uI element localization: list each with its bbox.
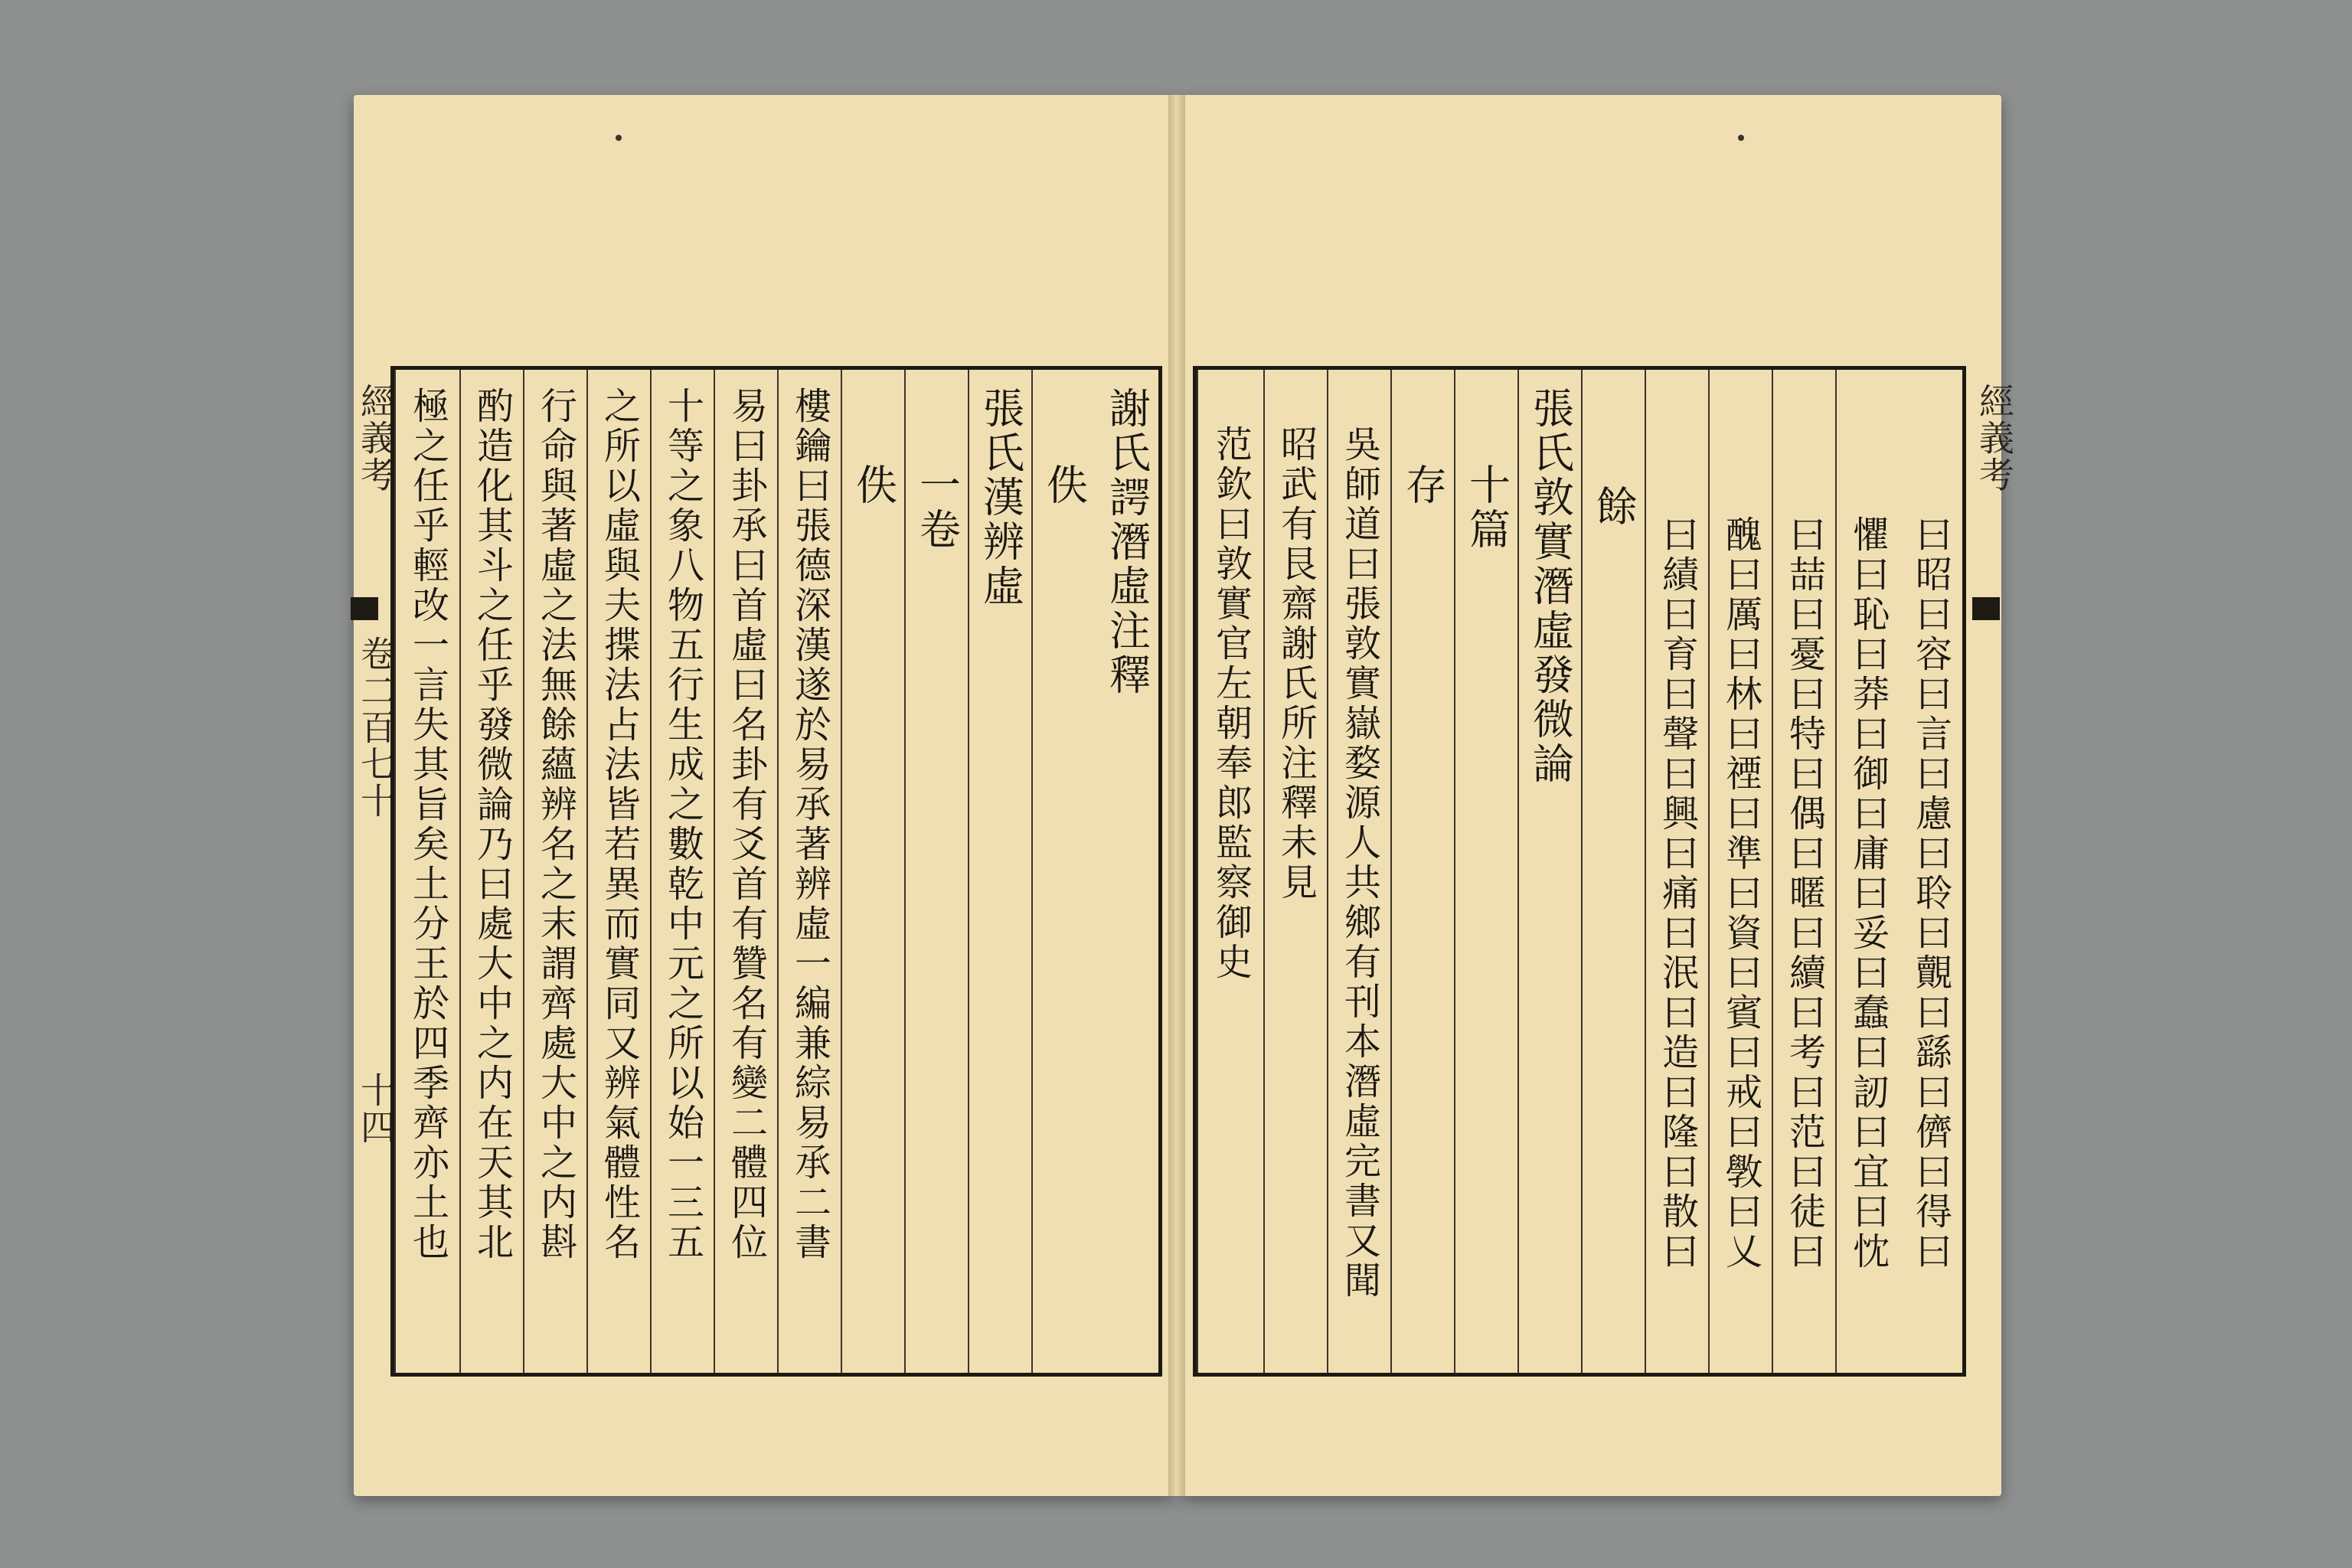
text-column [1708, 370, 1772, 1373]
fish-tail-mark [1972, 597, 2000, 620]
column-text: 十等之象八物五行生成之數乾中元之所以始一三五 [661, 387, 704, 1263]
text-column [1835, 370, 1899, 1373]
column-text: 昭武有艮齋謝氏所注釋未見 [1274, 425, 1318, 903]
column-text: 佚 [849, 463, 898, 508]
text-column [1645, 370, 1708, 1373]
text-column [968, 370, 1031, 1373]
text-column [1095, 370, 1158, 1373]
column-text: 醜曰厲曰林曰禋曰準曰資曰賓曰戒曰斆曰乂 [1719, 515, 1762, 1272]
column-text: 張氏漢辨虛 [976, 387, 1025, 609]
wormhole-dot [1738, 135, 1744, 141]
text-column [777, 370, 841, 1373]
text-column [1899, 370, 1962, 1373]
fish-tail-mark [351, 597, 378, 620]
text-column [394, 370, 459, 1373]
book-gutter [1168, 95, 1185, 1496]
right-margin-title: 經義考 [1974, 383, 2015, 493]
text-column [459, 370, 523, 1373]
column-text: 佚 [1040, 463, 1089, 508]
text-column [1517, 370, 1581, 1373]
text-column [586, 370, 650, 1373]
left-margin-title: 經義考 [355, 383, 397, 493]
column-text: 酌造化其斗之任乎發微論乃曰處大中之内在天其北 [470, 387, 514, 1263]
column-text: 懼曰恥曰莽曰御曰庸曰妥曰蠢曰訒曰宜曰忱 [1846, 515, 1890, 1272]
left-margin-volume: 卷二百七十 [355, 635, 397, 819]
column-text: 謝氏諤潛虛注釋 [1102, 387, 1152, 697]
text-column [1390, 370, 1454, 1373]
text-column [1772, 370, 1835, 1373]
column-text: 存 [1399, 463, 1448, 508]
text-column [1197, 370, 1263, 1373]
left-margin-page: 十四 [355, 1072, 397, 1145]
column-text: 吳師道曰張敦實嶽婺源人共鄉有刊本潛虛完書又聞 [1338, 425, 1381, 1301]
text-column [1454, 370, 1517, 1373]
text-column [714, 370, 777, 1373]
column-text: 張氏敦實潛虛發微論 [1526, 387, 1575, 786]
text-column [904, 370, 968, 1373]
text-column [841, 370, 904, 1373]
column-text: 之所以虛與夫揲法占法皆若異而實同又辨氣體性名 [597, 387, 641, 1263]
column-text: 曰昭曰容曰言曰慮曰聆曰覿曰繇曰儕曰得曰 [1909, 515, 1952, 1272]
column-text: 極之任乎輕改一言失其旨矣土分王於四季齊亦土也 [406, 387, 449, 1263]
column-text: 十篇 [1462, 463, 1511, 552]
column-text: 易曰卦𠄘曰首虛曰名卦有爻首有贊名有變二體四位 [724, 387, 768, 1263]
text-column [523, 370, 586, 1373]
column-text: 樓鑰曰張德深漢遂於易𠄘著辨虛一編兼綜易𠄘二書 [788, 387, 831, 1263]
text-column [650, 370, 714, 1373]
column-text: 曰績曰育曰聲曰興曰痛曰泯曰造曰隆曰散曰 [1655, 515, 1699, 1272]
text-column [1263, 370, 1327, 1373]
wormhole-dot [616, 135, 622, 141]
column-text: 范欽曰敦實官左朝奉郎監察御史 [1209, 425, 1253, 982]
text-column [1031, 370, 1095, 1373]
column-text: 一卷 [913, 463, 962, 552]
column-text: 行命與著虛之法無餘蘊辨名之末謂齊處大中之内斟 [534, 387, 577, 1263]
column-text: 曰喆曰憂曰特曰偶曰暱曰續曰考曰范曰徒曰 [1782, 515, 1826, 1272]
text-column [1327, 370, 1390, 1373]
text-column [1581, 370, 1645, 1373]
column-text: 餘 [1589, 485, 1638, 529]
